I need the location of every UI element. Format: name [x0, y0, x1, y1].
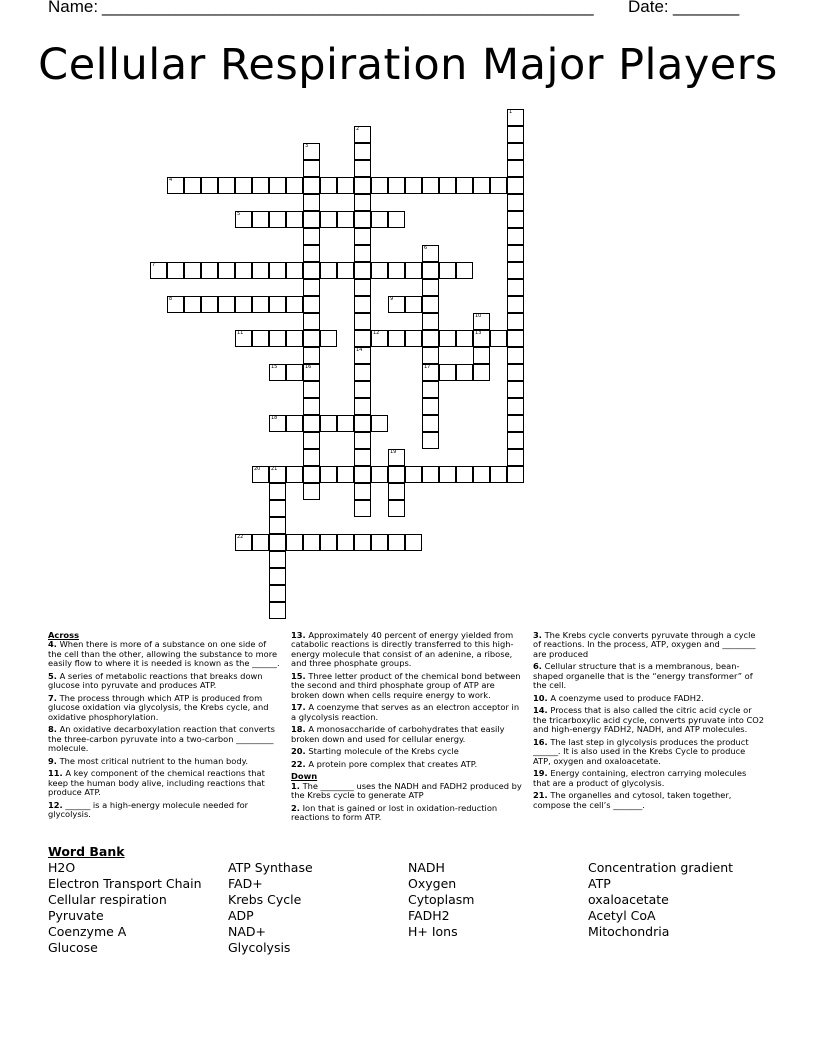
grid-cell[interactable] — [303, 143, 320, 160]
clues-column-1 — [48, 628, 280, 823]
grid-cell[interactable] — [507, 279, 524, 296]
grid-cell[interactable] — [303, 534, 320, 551]
grid-cell[interactable] — [456, 262, 473, 279]
grid-cell[interactable] — [473, 364, 490, 381]
grid-cell[interactable] — [320, 262, 337, 279]
grid-cell[interactable] — [507, 211, 524, 228]
grid-cell[interactable] — [371, 211, 388, 228]
grid-cell[interactable] — [286, 415, 303, 432]
grid-cell[interactable] — [507, 313, 524, 330]
word-bank-item: Concentration gradient — [588, 860, 734, 875]
word-bank-item: Krebs Cycle — [228, 892, 302, 907]
grid-cell[interactable] — [303, 330, 320, 347]
grid-cell[interactable] — [354, 364, 371, 381]
clue-number: 10 — [475, 313, 482, 319]
grid-cell[interactable] — [371, 262, 388, 279]
grid-cell[interactable] — [286, 364, 303, 381]
grid-cell[interactable] — [439, 262, 456, 279]
grid-cell[interactable] — [269, 262, 286, 279]
word-bank-item: NADH — [408, 860, 445, 875]
clue-number: 18 — [271, 415, 278, 421]
clue-across-9: 9. The most critical nutrient to the human body. — [48, 755, 248, 766]
grid-cell[interactable] — [303, 347, 320, 364]
grid-cell[interactable] — [473, 313, 490, 330]
clue-number: 11 — [237, 330, 244, 336]
clue-number: 22 — [237, 534, 244, 540]
grid-cell[interactable] — [507, 126, 524, 143]
grid-cell[interactable] — [388, 534, 405, 551]
clue-number: 7 — [152, 262, 156, 268]
grid-cell[interactable] — [286, 296, 303, 313]
grid-cell[interactable] — [405, 262, 422, 279]
grid-cell[interactable] — [337, 262, 354, 279]
grid-cell[interactable] — [303, 381, 320, 398]
grid-cell[interactable] — [269, 500, 286, 517]
word-bank-item: Coenzyme A — [48, 924, 127, 939]
clue-across-12: 12. ______ is a high-energy molecule needed for glycolysis. — [48, 799, 249, 820]
clue-down-2: 2. Ion that is gained or lost in oxidation-reduction reactions to form ATP. — [291, 802, 498, 823]
word-bank-column-2 — [228, 860, 313, 956]
clue-number: 15 — [271, 364, 278, 370]
clue-across-22: 22. A protein pore complex that creates ATP. — [291, 758, 478, 769]
clue-number: 9 — [390, 296, 394, 302]
grid-cell[interactable] — [507, 109, 524, 126]
grid-cell[interactable] — [269, 551, 286, 568]
grid-cell[interactable] — [439, 330, 456, 347]
grid-cell[interactable] — [405, 330, 422, 347]
grid-cell[interactable] — [422, 432, 439, 449]
clue-across-7: 7. The process through which ATP is produced from glucose oxidation via glycolysis, the Krebs cycle, and oxidative phosphorylation. — [48, 692, 269, 722]
clue-across-17: 17. A coenzyme that serves as an electron acceptor in a glycolysis reaction. — [291, 702, 520, 722]
grid-cell[interactable] — [201, 177, 218, 194]
date-field[interactable]: _______ — [673, 0, 740, 16]
grid-cell[interactable] — [269, 466, 286, 483]
grid-cell[interactable] — [235, 262, 252, 279]
grid-cell[interactable] — [337, 177, 354, 194]
grid-cell[interactable] — [269, 517, 286, 534]
grid-cell[interactable] — [354, 296, 371, 313]
grid-cell[interactable] — [507, 330, 524, 347]
grid-cell[interactable] — [320, 534, 337, 551]
grid-cell[interactable] — [439, 466, 456, 483]
grid-cell[interactable] — [201, 262, 218, 279]
grid-cell[interactable] — [388, 211, 405, 228]
clue-across-15: 15. Three letter product of the chemical bond between the second and third phosphate group of ATP are broken down when cells require energy to work. — [291, 670, 521, 700]
clue-down-19: 19. Energy containing, electron carrying molecules that are a product of glycolysis. — [533, 768, 747, 788]
word-bank-item: Pyruvate — [48, 908, 104, 923]
word-bank-item: H+ Ions — [408, 924, 458, 939]
grid-cell[interactable] — [507, 364, 524, 381]
word-bank-item: ATP Synthase — [228, 860, 313, 875]
clue-down-14: 14. Process that is also called the citric acid cycle or the tricarboxylic acid cycle, converts pyruvate into CO2 and high-energy FADH2, NADH, and ATP molecules. — [533, 705, 765, 735]
grid-cell[interactable] — [354, 415, 371, 432]
grid-cell[interactable] — [337, 211, 354, 228]
grid-cell[interactable] — [303, 296, 320, 313]
grid-cell[interactable] — [337, 534, 354, 551]
word-bank-title: Word Bank — [48, 844, 125, 859]
grid-cell[interactable] — [422, 381, 439, 398]
grid-cell[interactable] — [320, 177, 337, 194]
grid-cell[interactable] — [354, 262, 371, 279]
grid-cell[interactable] — [354, 330, 371, 347]
grid-cell[interactable] — [507, 160, 524, 177]
grid-cell[interactable] — [303, 177, 320, 194]
grid-cell[interactable] — [371, 534, 388, 551]
grid-cell[interactable] — [303, 398, 320, 415]
grid-cell[interactable] — [269, 296, 286, 313]
grid-cell[interactable] — [286, 330, 303, 347]
grid-cell[interactable] — [167, 262, 184, 279]
clue-down-1: 1. The ________ uses the NADH and FADH2 produced by the Krebs cycle to generate ATP — [291, 780, 522, 801]
grid-cell[interactable] — [456, 330, 473, 347]
grid-cell[interactable] — [235, 211, 252, 228]
grid-cell[interactable] — [354, 126, 371, 143]
grid-cell[interactable] — [354, 143, 371, 160]
grid-cell[interactable] — [507, 296, 524, 313]
clue-number: 19 — [390, 449, 397, 455]
grid-cell[interactable] — [422, 177, 439, 194]
grid-cell[interactable] — [388, 449, 405, 466]
clue-down-6: 6. Cellular structure that is a membranous, bean-shaped organelle that is the “energy transformer” of the cell. — [533, 661, 753, 691]
grid-cell[interactable] — [218, 177, 235, 194]
clue-number: 5 — [237, 211, 241, 217]
grid-cell[interactable] — [388, 483, 405, 500]
grid-cell[interactable] — [507, 262, 524, 279]
word-bank-item: Acetyl CoA — [588, 908, 656, 923]
grid-cell[interactable] — [388, 500, 405, 517]
clue-across-4: 4. When there is more of a substance on one side of the cell than the other, allowing the substance to more easily flow to where it is needed is known as the ______. — [48, 639, 280, 669]
grid-cell[interactable] — [354, 160, 371, 177]
grid-cell[interactable] — [371, 415, 388, 432]
grid-cell[interactable] — [371, 177, 388, 194]
grid-cell[interactable] — [507, 245, 524, 262]
grid-cell[interactable] — [167, 177, 184, 194]
grid-cell[interactable] — [422, 262, 439, 279]
grid-cell[interactable] — [507, 449, 524, 466]
grid-cell[interactable] — [303, 245, 320, 262]
grid-cell[interactable] — [456, 466, 473, 483]
grid-cell[interactable] — [218, 296, 235, 313]
grid-cell[interactable] — [422, 398, 439, 415]
grid-cell[interactable] — [337, 415, 354, 432]
grid-cell[interactable] — [405, 534, 422, 551]
grid-cell[interactable] — [371, 330, 388, 347]
clue-number: 1 — [509, 109, 513, 115]
clue-number: 4 — [169, 177, 173, 183]
grid-cell[interactable] — [507, 347, 524, 364]
grid-cell[interactable] — [269, 568, 286, 585]
grid-cell[interactable] — [473, 347, 490, 364]
grid-cell[interactable] — [354, 500, 371, 517]
clue-across-13: 13. Approximately 40 percent of energy yielded from catabolic reactions is directly transferred to this high-energy molecule that consist of an adenine, a ribose, and three phosphate groups. — [291, 630, 514, 669]
grid-cell[interactable] — [286, 211, 303, 228]
grid-cell[interactable] — [490, 466, 507, 483]
grid-cell[interactable] — [422, 279, 439, 296]
grid-cell[interactable] — [354, 211, 371, 228]
grid-cell[interactable] — [473, 177, 490, 194]
clue-number: 20 — [254, 466, 261, 472]
grid-cell[interactable] — [320, 330, 337, 347]
grid-cell[interactable] — [388, 296, 405, 313]
grid-cell[interactable] — [439, 177, 456, 194]
clue-number: 13 — [475, 330, 482, 336]
grid-cell[interactable] — [286, 534, 303, 551]
grid-cell[interactable] — [303, 483, 320, 500]
word-bank-item: Electron Transport Chain — [48, 876, 202, 891]
grid-cell[interactable] — [354, 449, 371, 466]
word-bank-item: Glycolysis — [228, 940, 291, 955]
grid-cell[interactable] — [303, 160, 320, 177]
grid-cell[interactable] — [167, 296, 184, 313]
word-bank-column-4 — [588, 860, 733, 940]
grid-cell[interactable] — [388, 262, 405, 279]
grid-cell[interactable] — [354, 228, 371, 245]
grid-cell[interactable] — [184, 296, 201, 313]
page-title: Cellular Respiration Major Players — [38, 40, 778, 90]
grid-cell[interactable] — [354, 381, 371, 398]
word-bank-item: Cellular respiration — [48, 892, 167, 907]
grid-cell[interactable] — [184, 262, 201, 279]
grid-cell[interactable] — [507, 415, 524, 432]
grid-cell[interactable] — [405, 466, 422, 483]
grid-cell[interactable] — [269, 211, 286, 228]
clue-across-8: 8. An oxidative decarboxylation reaction that converts the three-carbon pyruvate into a two-carbon _________ molecule. — [48, 724, 275, 754]
clue-number: 17 — [424, 364, 431, 370]
grid-cell[interactable] — [507, 143, 524, 160]
grid-cell[interactable] — [286, 177, 303, 194]
clue-across-20: 20. Starting molecule of the Krebs cycle — [291, 746, 459, 757]
grid-cell[interactable] — [456, 177, 473, 194]
across-heading: Across — [48, 630, 80, 640]
grid-cell[interactable] — [337, 466, 354, 483]
word-bank-item: oxaloacetate — [588, 892, 669, 907]
grid-cell[interactable] — [303, 279, 320, 296]
grid-cell[interactable] — [507, 177, 524, 194]
grid-cell[interactable] — [422, 415, 439, 432]
grid-cell[interactable] — [422, 364, 439, 381]
clue-number: 21 — [271, 466, 278, 472]
grid-cell[interactable] — [235, 177, 252, 194]
grid-cell[interactable] — [473, 330, 490, 347]
clue-number: 3 — [305, 143, 309, 149]
grid-cell[interactable] — [422, 296, 439, 313]
grid-cell[interactable] — [150, 262, 167, 279]
grid-cell[interactable] — [252, 211, 269, 228]
grid-cell[interactable] — [252, 177, 269, 194]
grid-cell[interactable] — [218, 262, 235, 279]
grid-cell[interactable] — [269, 585, 286, 602]
clue-number: 12 — [373, 330, 380, 336]
grid-cell[interactable] — [303, 262, 320, 279]
word-bank-column-1 — [48, 860, 202, 956]
grid-cell[interactable] — [490, 177, 507, 194]
grid-cell[interactable] — [235, 330, 252, 347]
grid-cell[interactable] — [388, 466, 405, 483]
word-bank-column-3 — [408, 860, 474, 940]
grid-cell[interactable] — [354, 194, 371, 211]
grid-cell[interactable] — [252, 296, 269, 313]
grid-cell[interactable] — [405, 296, 422, 313]
grid-cell[interactable] — [354, 432, 371, 449]
clue-number: 16 — [305, 364, 312, 370]
grid-cell[interactable] — [201, 296, 218, 313]
grid-cell[interactable] — [422, 245, 439, 262]
grid-cell[interactable] — [303, 432, 320, 449]
grid-cell[interactable] — [303, 211, 320, 228]
clues-column-2 — [291, 631, 523, 826]
word-bank-item: NAD+ — [228, 924, 267, 939]
grid-cell[interactable] — [354, 313, 371, 330]
grid-cell[interactable] — [354, 177, 371, 194]
grid-cell[interactable] — [303, 194, 320, 211]
grid-cell[interactable] — [507, 194, 524, 211]
grid-cell[interactable] — [354, 398, 371, 415]
grid-cell[interactable] — [303, 364, 320, 381]
grid-cell[interactable] — [252, 534, 269, 551]
word-bank-item: Glucose — [48, 940, 98, 955]
clue-down-16: 16. The last step in glycolysis produces the product ______. It is also used in the Krebs Cycle to produce ATP, oxygen and oxaloacetate. — [533, 736, 749, 766]
grid-cell[interactable] — [303, 228, 320, 245]
grid-cell[interactable] — [422, 347, 439, 364]
grid-cell[interactable] — [303, 415, 320, 432]
grid-cell[interactable] — [252, 466, 269, 483]
word-bank-item: Mitochondria — [588, 924, 670, 939]
date-label: Date: — [628, 0, 669, 16]
grid-cell[interactable] — [320, 415, 337, 432]
clue-down-3: 3. The Krebs cycle converts pyruvate through a cycle of reactions. In the process, ATP, oxygen and ________ are produced — [533, 630, 756, 659]
grid-cell[interactable] — [388, 177, 405, 194]
word-bank-item: ATP — [588, 876, 611, 891]
clue-down-10: 10. A coenzyme used to produce FADH2. — [533, 692, 704, 703]
clues-column-3 — [533, 631, 765, 813]
down-heading: Down — [291, 771, 318, 782]
grid-cell[interactable] — [422, 466, 439, 483]
grid-cell[interactable] — [371, 466, 388, 483]
clue-number: 14 — [356, 347, 363, 353]
grid-cell[interactable] — [286, 262, 303, 279]
clue-across-5: 5. A series of metabolic reactions that breaks down glucose into pyruvate and produces ATP. — [48, 670, 263, 691]
grid-cell[interactable] — [303, 466, 320, 483]
grid-cell[interactable] — [252, 330, 269, 347]
grid-cell[interactable] — [235, 534, 252, 551]
grid-cell[interactable] — [388, 330, 405, 347]
grid-cell[interactable] — [422, 313, 439, 330]
grid-cell[interactable] — [507, 398, 524, 415]
grid-cell[interactable] — [507, 466, 524, 483]
clue-number: 6 — [424, 245, 428, 251]
word-bank-item: H2O — [48, 860, 76, 875]
grid-cell[interactable] — [507, 432, 524, 449]
grid-cell[interactable] — [354, 483, 371, 500]
grid-cell[interactable] — [269, 415, 286, 432]
grid-cell[interactable] — [354, 466, 371, 483]
grid-cell[interactable] — [320, 466, 337, 483]
grid-cell[interactable] — [354, 245, 371, 262]
grid-cell[interactable] — [252, 262, 269, 279]
grid-cell[interactable] — [269, 364, 286, 381]
grid-cell[interactable] — [354, 534, 371, 551]
clue-across-18: 18. A monosaccharide of carbohydrates that easily broken down and used for cellular energy. — [291, 724, 505, 744]
clue-number: 2 — [356, 126, 360, 132]
grid-cell[interactable] — [320, 211, 337, 228]
grid-cell[interactable] — [303, 313, 320, 330]
clue-across-11: 11. A key component of the chemical reactions that keep the human body alive, including reactions that produce ATP. — [48, 768, 265, 798]
clue-number: 8 — [169, 296, 173, 302]
name-label: Name: — [48, 0, 99, 16]
grid-cell[interactable] — [473, 466, 490, 483]
grid-cell[interactable] — [507, 228, 524, 245]
grid-cell[interactable] — [286, 466, 303, 483]
grid-cell[interactable] — [507, 381, 524, 398]
word-bank-item: Oxygen — [408, 876, 457, 891]
grid-cell[interactable] — [354, 279, 371, 296]
word-bank-item: FAD+ — [228, 876, 263, 891]
grid-cell[interactable] — [269, 330, 286, 347]
grid-cell[interactable] — [184, 177, 201, 194]
grid-cell[interactable] — [303, 449, 320, 466]
grid-cell[interactable] — [269, 483, 286, 500]
grid-cell[interactable] — [269, 177, 286, 194]
grid-cell[interactable] — [422, 330, 439, 347]
grid-cell[interactable] — [235, 296, 252, 313]
word-bank-item: ADP — [228, 908, 254, 923]
grid-cell[interactable] — [405, 177, 422, 194]
word-bank-item: Cytoplasm — [408, 892, 475, 907]
word-bank-item: FADH2 — [408, 908, 450, 923]
clue-down-21: 21. The organelles and cytosol, taken together, compose the cell’s _______. — [533, 790, 732, 810]
grid-cell[interactable] — [490, 330, 507, 347]
grid-cell[interactable] — [354, 347, 371, 364]
grid-cell[interactable] — [269, 534, 286, 551]
grid-cell[interactable] — [269, 602, 286, 619]
grid-cell[interactable] — [456, 364, 473, 381]
grid-cell[interactable] — [439, 364, 456, 381]
name-field[interactable]: ____________________________________________________ — [102, 0, 594, 16]
